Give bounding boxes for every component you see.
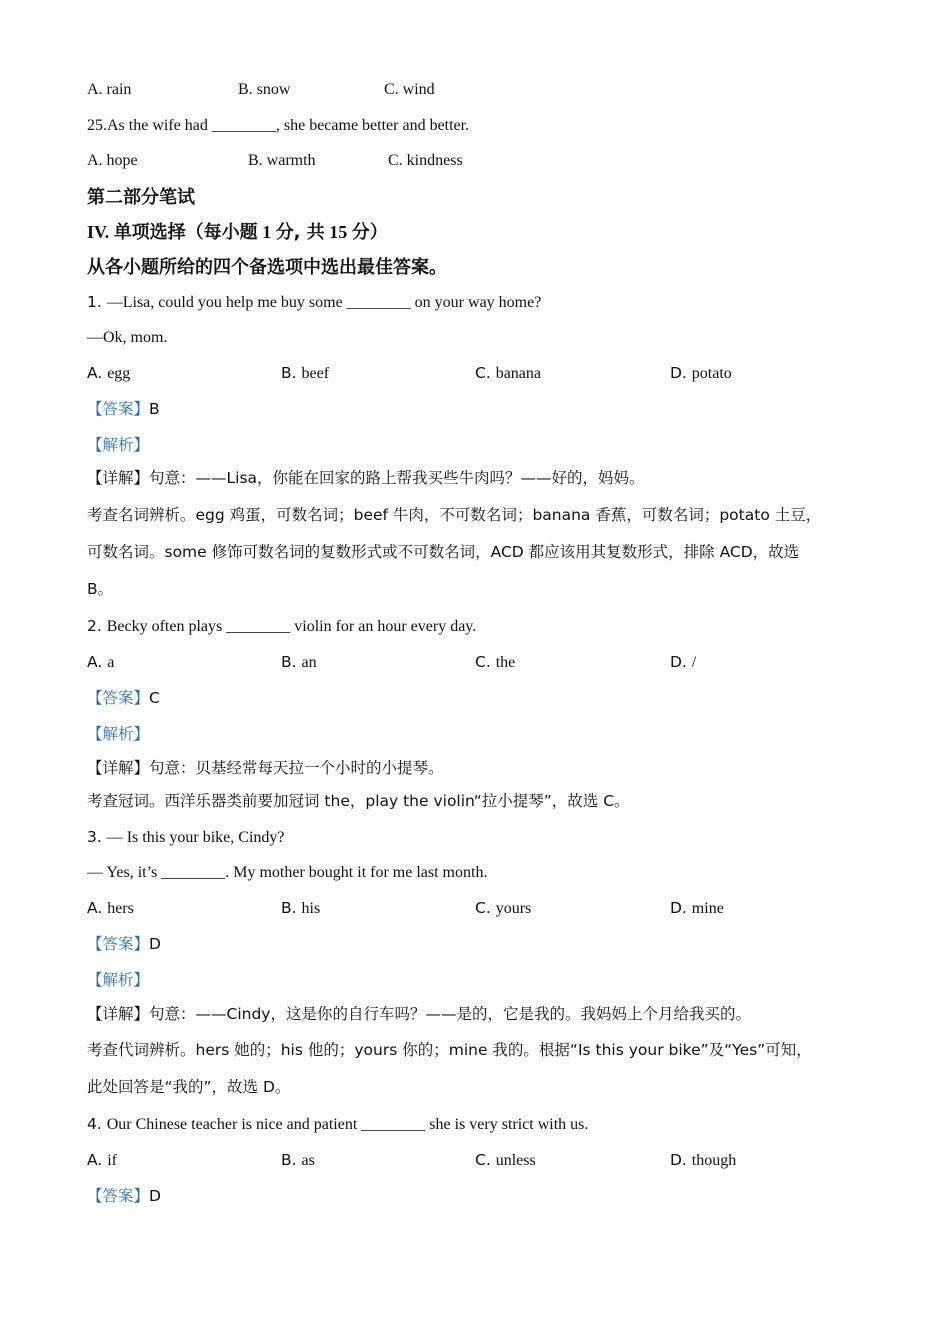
option-letter: A. bbox=[87, 364, 108, 382]
option-letter: A. bbox=[87, 653, 108, 671]
q4-stem-text: Our Chinese teacher is nice and patient ________ she is very strict with us. bbox=[106, 1116, 589, 1133]
heading-n1: 1 bbox=[257, 222, 276, 242]
option-text: a bbox=[107, 654, 115, 671]
option-letter: C. bbox=[475, 1151, 496, 1169]
q2-answer-value: C bbox=[149, 689, 160, 707]
option-text: beef bbox=[301, 365, 330, 382]
q2-option-c bbox=[475, 652, 515, 673]
option-letter: D. bbox=[670, 899, 692, 917]
q4-answer-value: D bbox=[149, 1187, 161, 1205]
option-letter: C. bbox=[475, 653, 496, 671]
q1-answer-value: B bbox=[149, 400, 160, 418]
heading-n2: 15 bbox=[324, 222, 352, 242]
q2-answer bbox=[87, 688, 160, 709]
option-letter: C. bbox=[475, 899, 496, 917]
option-letter: C. bbox=[475, 364, 496, 382]
section-instruction: 从各小题所给的四个备选项中选出最佳答案。 bbox=[87, 257, 447, 278]
option-text: the bbox=[495, 654, 516, 671]
option-letter: A. bbox=[87, 899, 108, 917]
option-letter: B. bbox=[281, 364, 302, 382]
q1-option-c bbox=[475, 363, 541, 384]
option-letter: B. bbox=[281, 899, 302, 917]
q3-option-b bbox=[281, 898, 320, 919]
q3-detail bbox=[87, 1004, 751, 1025]
q25-option-b: B. warmth bbox=[248, 152, 316, 169]
q3-analysis-tag: 【解析】 bbox=[87, 971, 150, 989]
section-heading bbox=[87, 220, 388, 246]
heading-cn: 单项选择（每小题 bbox=[113, 222, 258, 243]
q24-option-c: C. wind bbox=[384, 81, 435, 98]
q4-option-a bbox=[87, 1150, 117, 1171]
answer-tag: 【答案】 bbox=[87, 935, 150, 953]
q4-option-c bbox=[475, 1150, 536, 1171]
q2-detail-text: 句意：贝基经常每天拉一个小时的小提琴。 bbox=[149, 759, 444, 777]
q4-number: 4. bbox=[87, 1115, 107, 1133]
option-text: yours bbox=[495, 900, 532, 917]
heading-prefix: IV. bbox=[87, 222, 114, 242]
q2-option-d bbox=[670, 652, 696, 673]
q25-stem: 25.As the wife had ________, she became better and better. bbox=[87, 117, 470, 134]
option-letter: B. bbox=[281, 653, 302, 671]
option-letter: B. bbox=[281, 1151, 302, 1169]
q3-option-c bbox=[475, 898, 531, 919]
q3-option-d bbox=[670, 898, 724, 919]
q3-answer bbox=[87, 934, 161, 955]
q1-detail bbox=[87, 468, 645, 489]
q1-explain-2: 可数名词。some 修饰可数名词的复数形式或不可数名词，ACD 都应该用其复数形式，排除 ACD，故选 bbox=[87, 543, 800, 561]
option-text: / bbox=[691, 654, 697, 671]
q25-option-a: A. hope bbox=[87, 152, 138, 169]
answer-tag: 【答案】 bbox=[87, 1187, 150, 1205]
q3-stem bbox=[87, 827, 284, 848]
q3-number: 3. bbox=[87, 828, 107, 846]
q4-stem bbox=[87, 1114, 588, 1135]
q4-answer bbox=[87, 1186, 161, 1207]
option-text: egg bbox=[107, 365, 131, 382]
q2-stem bbox=[87, 616, 476, 637]
q1-explain-3: B。 bbox=[87, 580, 114, 598]
q24-option-b: B. snow bbox=[238, 81, 291, 98]
option-text: banana bbox=[495, 365, 541, 382]
option-text: potato bbox=[691, 365, 732, 382]
option-letter: D. bbox=[670, 653, 692, 671]
q1-number: 1. bbox=[87, 293, 107, 311]
option-text: as bbox=[301, 1152, 315, 1169]
q3-explain-2: 此处回答是“我的”，故选 D。 bbox=[87, 1078, 291, 1096]
q3-answer-value: D bbox=[149, 935, 161, 953]
q2-number: 2. bbox=[87, 617, 107, 635]
q3-option-a bbox=[87, 898, 134, 919]
q2-analysis-tag: 【解析】 bbox=[87, 725, 150, 743]
q2-explain-1: 考查冠词。西洋乐器类前要加冠词 the，play the violin“拉小提琴”，故选 C。 bbox=[87, 792, 630, 810]
q4-option-d bbox=[670, 1150, 736, 1171]
option-letter: A. bbox=[87, 1151, 108, 1169]
q2-option-b bbox=[281, 652, 317, 673]
answer-tag: 【答案】 bbox=[87, 400, 150, 418]
answer-tag: 【答案】 bbox=[87, 689, 150, 707]
q1-explain-1: 考查名词辨析。egg 鸡蛋，可数名词；beef 牛肉，不可数名词；banana 香蕉，可数名词；potato 土豆， bbox=[87, 506, 822, 524]
q1-answer bbox=[87, 399, 160, 420]
q4-option-b bbox=[281, 1150, 315, 1171]
detail-tag: 【详解】 bbox=[87, 1005, 150, 1023]
q3-stem-2: — Yes, it’s ________. My mother bought it for me last month. bbox=[87, 864, 488, 881]
q3-stem-text: — Is this your bike, Cindy? bbox=[106, 829, 285, 846]
option-text: an bbox=[301, 654, 317, 671]
option-letter: D. bbox=[670, 364, 692, 382]
option-text: unless bbox=[495, 1152, 536, 1169]
q25-option-c: C. kindness bbox=[388, 152, 463, 169]
q1-stem-2: —Ok, mom. bbox=[87, 329, 168, 346]
detail-tag: 【详解】 bbox=[87, 469, 150, 487]
q1-option-b bbox=[281, 363, 329, 384]
q2-stem-text: Becky often plays ________ violin for an hour every day. bbox=[106, 618, 477, 635]
option-text: mine bbox=[691, 900, 724, 917]
option-text: if bbox=[107, 1152, 117, 1169]
option-text: hers bbox=[107, 900, 134, 917]
q2-option-a bbox=[87, 652, 114, 673]
q1-stem-text: —Lisa, could you help me buy some ________ on your way home? bbox=[106, 294, 542, 311]
q1-option-a bbox=[87, 363, 130, 384]
option-text: though bbox=[691, 1152, 737, 1169]
heading-mid: 分, 共 bbox=[275, 222, 325, 243]
heading-end: 分） bbox=[351, 222, 388, 243]
q1-stem bbox=[87, 292, 541, 313]
q1-option-d bbox=[670, 363, 732, 384]
q1-analysis-tag: 【解析】 bbox=[87, 436, 150, 454]
part-title: 第二部分笔试 bbox=[87, 187, 195, 208]
detail-tag: 【详解】 bbox=[87, 759, 150, 777]
option-letter: D. bbox=[670, 1151, 692, 1169]
q3-detail-text: 句意：——Cindy，这是你的自行车吗？——是的，它是我的。我妈妈上个月给我买的。 bbox=[149, 1005, 751, 1023]
q24-option-a: A. rain bbox=[87, 81, 132, 98]
q3-explain-1: 考查代词辨析。hers 她的；his 他的；yours 你的；mine 我的。根据“Is this your bike”及“Yes”可知， bbox=[87, 1041, 812, 1059]
q2-detail bbox=[87, 758, 444, 779]
option-text: his bbox=[301, 900, 321, 917]
q1-detail-text: 句意：——Lisa，你能在回家的路上帮我买些牛肉吗？——好的，妈妈。 bbox=[149, 469, 645, 487]
